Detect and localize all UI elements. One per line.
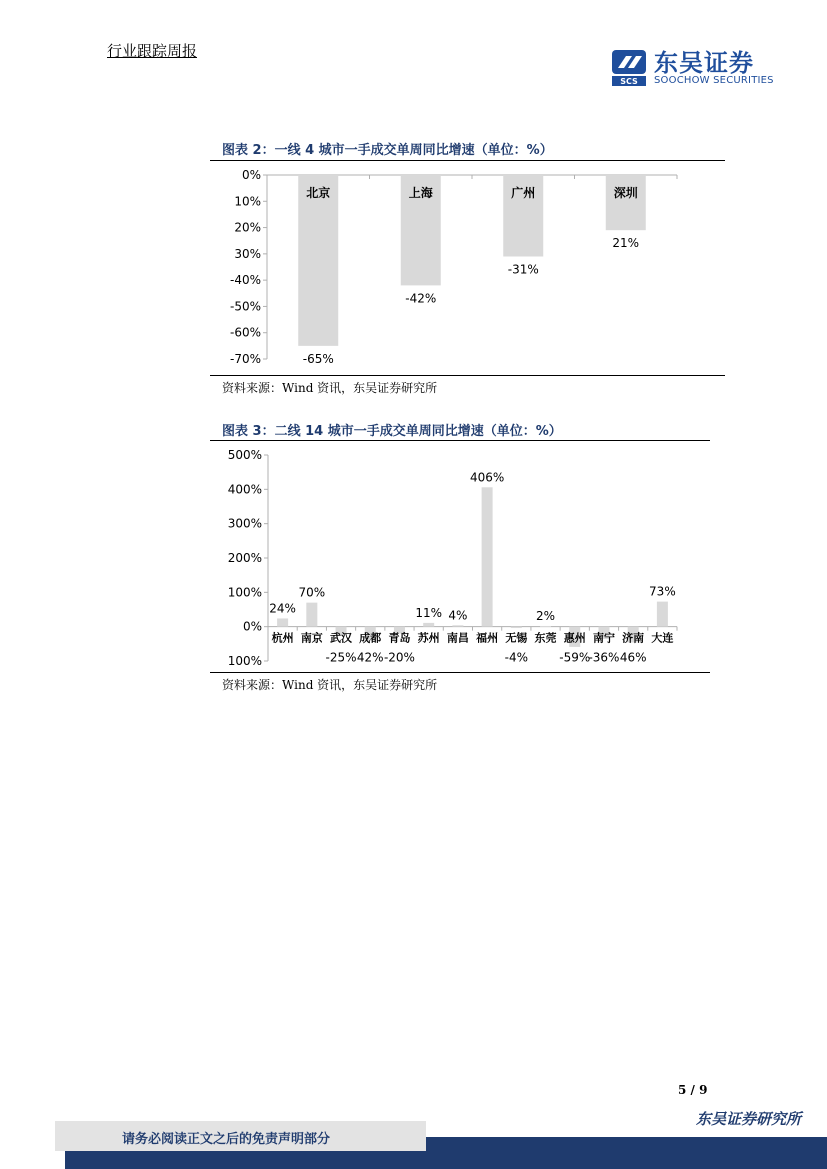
figure3-title: 图表 3：二线 14 城市一手成交单周同比增速（单位：%）	[222, 424, 562, 439]
bar-无锡	[511, 627, 522, 628]
scs-logo-icon	[612, 50, 646, 86]
data-label: 11%	[415, 605, 443, 620]
data-label: 2%	[536, 608, 556, 623]
y-tick-label: 30%	[234, 246, 261, 261]
data-label: -20%	[383, 650, 415, 665]
data-label: -4%	[504, 650, 529, 665]
bar-大连	[657, 602, 668, 627]
data-label: -42%	[405, 291, 437, 306]
category-label: 上海	[408, 186, 433, 200]
data-label: -36%	[588, 650, 620, 665]
company-logo	[612, 50, 782, 88]
figure2-source: 资料来源：Wind 资讯，东吴证券研究所	[222, 381, 438, 395]
category-label: 济南	[622, 631, 645, 645]
bar-南昌	[452, 625, 463, 626]
data-label: -31%	[507, 262, 539, 277]
report-type-header: 行业跟踪周报	[107, 42, 198, 60]
footer-institute: 东吴证券研究所	[696, 1110, 802, 1128]
y-tick-label: -70%	[229, 352, 261, 366]
y-tick-label: -50%	[229, 299, 261, 314]
category-label: 南昌	[446, 631, 469, 645]
figure3-chart	[205, 443, 715, 673]
bar-杭州	[277, 618, 288, 626]
data-label: 406%	[469, 470, 505, 485]
category-label: 青岛	[388, 631, 411, 645]
category-label: 东莞	[534, 631, 557, 645]
category-label: 武汉	[330, 631, 353, 645]
category-label: 南京	[300, 631, 323, 645]
category-label: 福州	[476, 631, 499, 645]
category-label: 无锡	[505, 631, 528, 645]
category-label: 苏州	[417, 631, 440, 645]
bar-东莞	[540, 626, 551, 627]
category-label: 大连	[651, 631, 674, 645]
category-label: 惠州	[563, 631, 586, 645]
bar-苏州	[423, 623, 434, 627]
category-label: 成都	[359, 631, 382, 645]
data-label: 21%	[612, 236, 640, 251]
data-label: 4%	[448, 608, 468, 623]
figure2-top-rule	[210, 160, 725, 161]
category-label: 广州	[511, 186, 536, 200]
figure2-bottom-rule	[210, 375, 725, 376]
bar-福州	[482, 487, 493, 626]
category-label: 杭州	[271, 631, 294, 645]
figure3-bottom-rule	[210, 672, 710, 673]
category-label: 南宁	[592, 631, 615, 645]
category-label: 北京	[306, 186, 331, 200]
logo-english-name: SOOCHOW SECURITIES	[654, 75, 774, 86]
figure2-chart	[205, 163, 725, 378]
y-tick-label: 0%	[241, 168, 261, 182]
data-label: -65%	[302, 351, 334, 366]
y-tick-label: 100%	[227, 585, 262, 600]
figure2-title: 图表 2：一线 4 城市一手成交单周同比增速（单位：%）	[222, 143, 553, 158]
bar-南京	[306, 603, 317, 627]
y-tick-label: 100%	[227, 654, 262, 668]
y-tick-label: -60%	[229, 325, 261, 340]
y-tick-label: -40%	[229, 273, 261, 288]
disclaimer-text: 请务必阅读正文之后的免责声明部分	[122, 1132, 331, 1147]
figure3-source: 资料来源：Wind 资讯，东吴证券研究所	[222, 678, 438, 692]
data-label: 46%	[619, 650, 647, 665]
y-tick-label: 10%	[234, 194, 261, 209]
logo-chinese-name: 东吴证券	[654, 49, 754, 77]
bar-北京	[298, 175, 338, 346]
y-tick-label: 400%	[227, 482, 262, 497]
y-tick-label: 300%	[227, 516, 262, 531]
y-tick-label: 0%	[242, 619, 262, 634]
data-label: -25%	[325, 650, 357, 665]
figure3-top-rule	[210, 440, 710, 441]
y-tick-label: 20%	[234, 220, 261, 235]
data-label: 70%	[298, 585, 326, 600]
bar-深圳	[606, 175, 646, 230]
footer-bar	[65, 1151, 827, 1169]
page-number: 5 / 9	[678, 1083, 708, 1097]
logo-abbr: SCS	[620, 77, 638, 86]
data-label: 24%	[269, 601, 296, 616]
data-label: 73%	[649, 584, 676, 599]
category-label: 深圳	[613, 186, 638, 200]
data-label: 42%	[356, 650, 384, 665]
footer-bar-upper	[426, 1137, 827, 1151]
y-tick-label: 200%	[227, 551, 262, 565]
data-label: -59%	[559, 650, 591, 665]
y-tick-label: 500%	[227, 448, 262, 462]
